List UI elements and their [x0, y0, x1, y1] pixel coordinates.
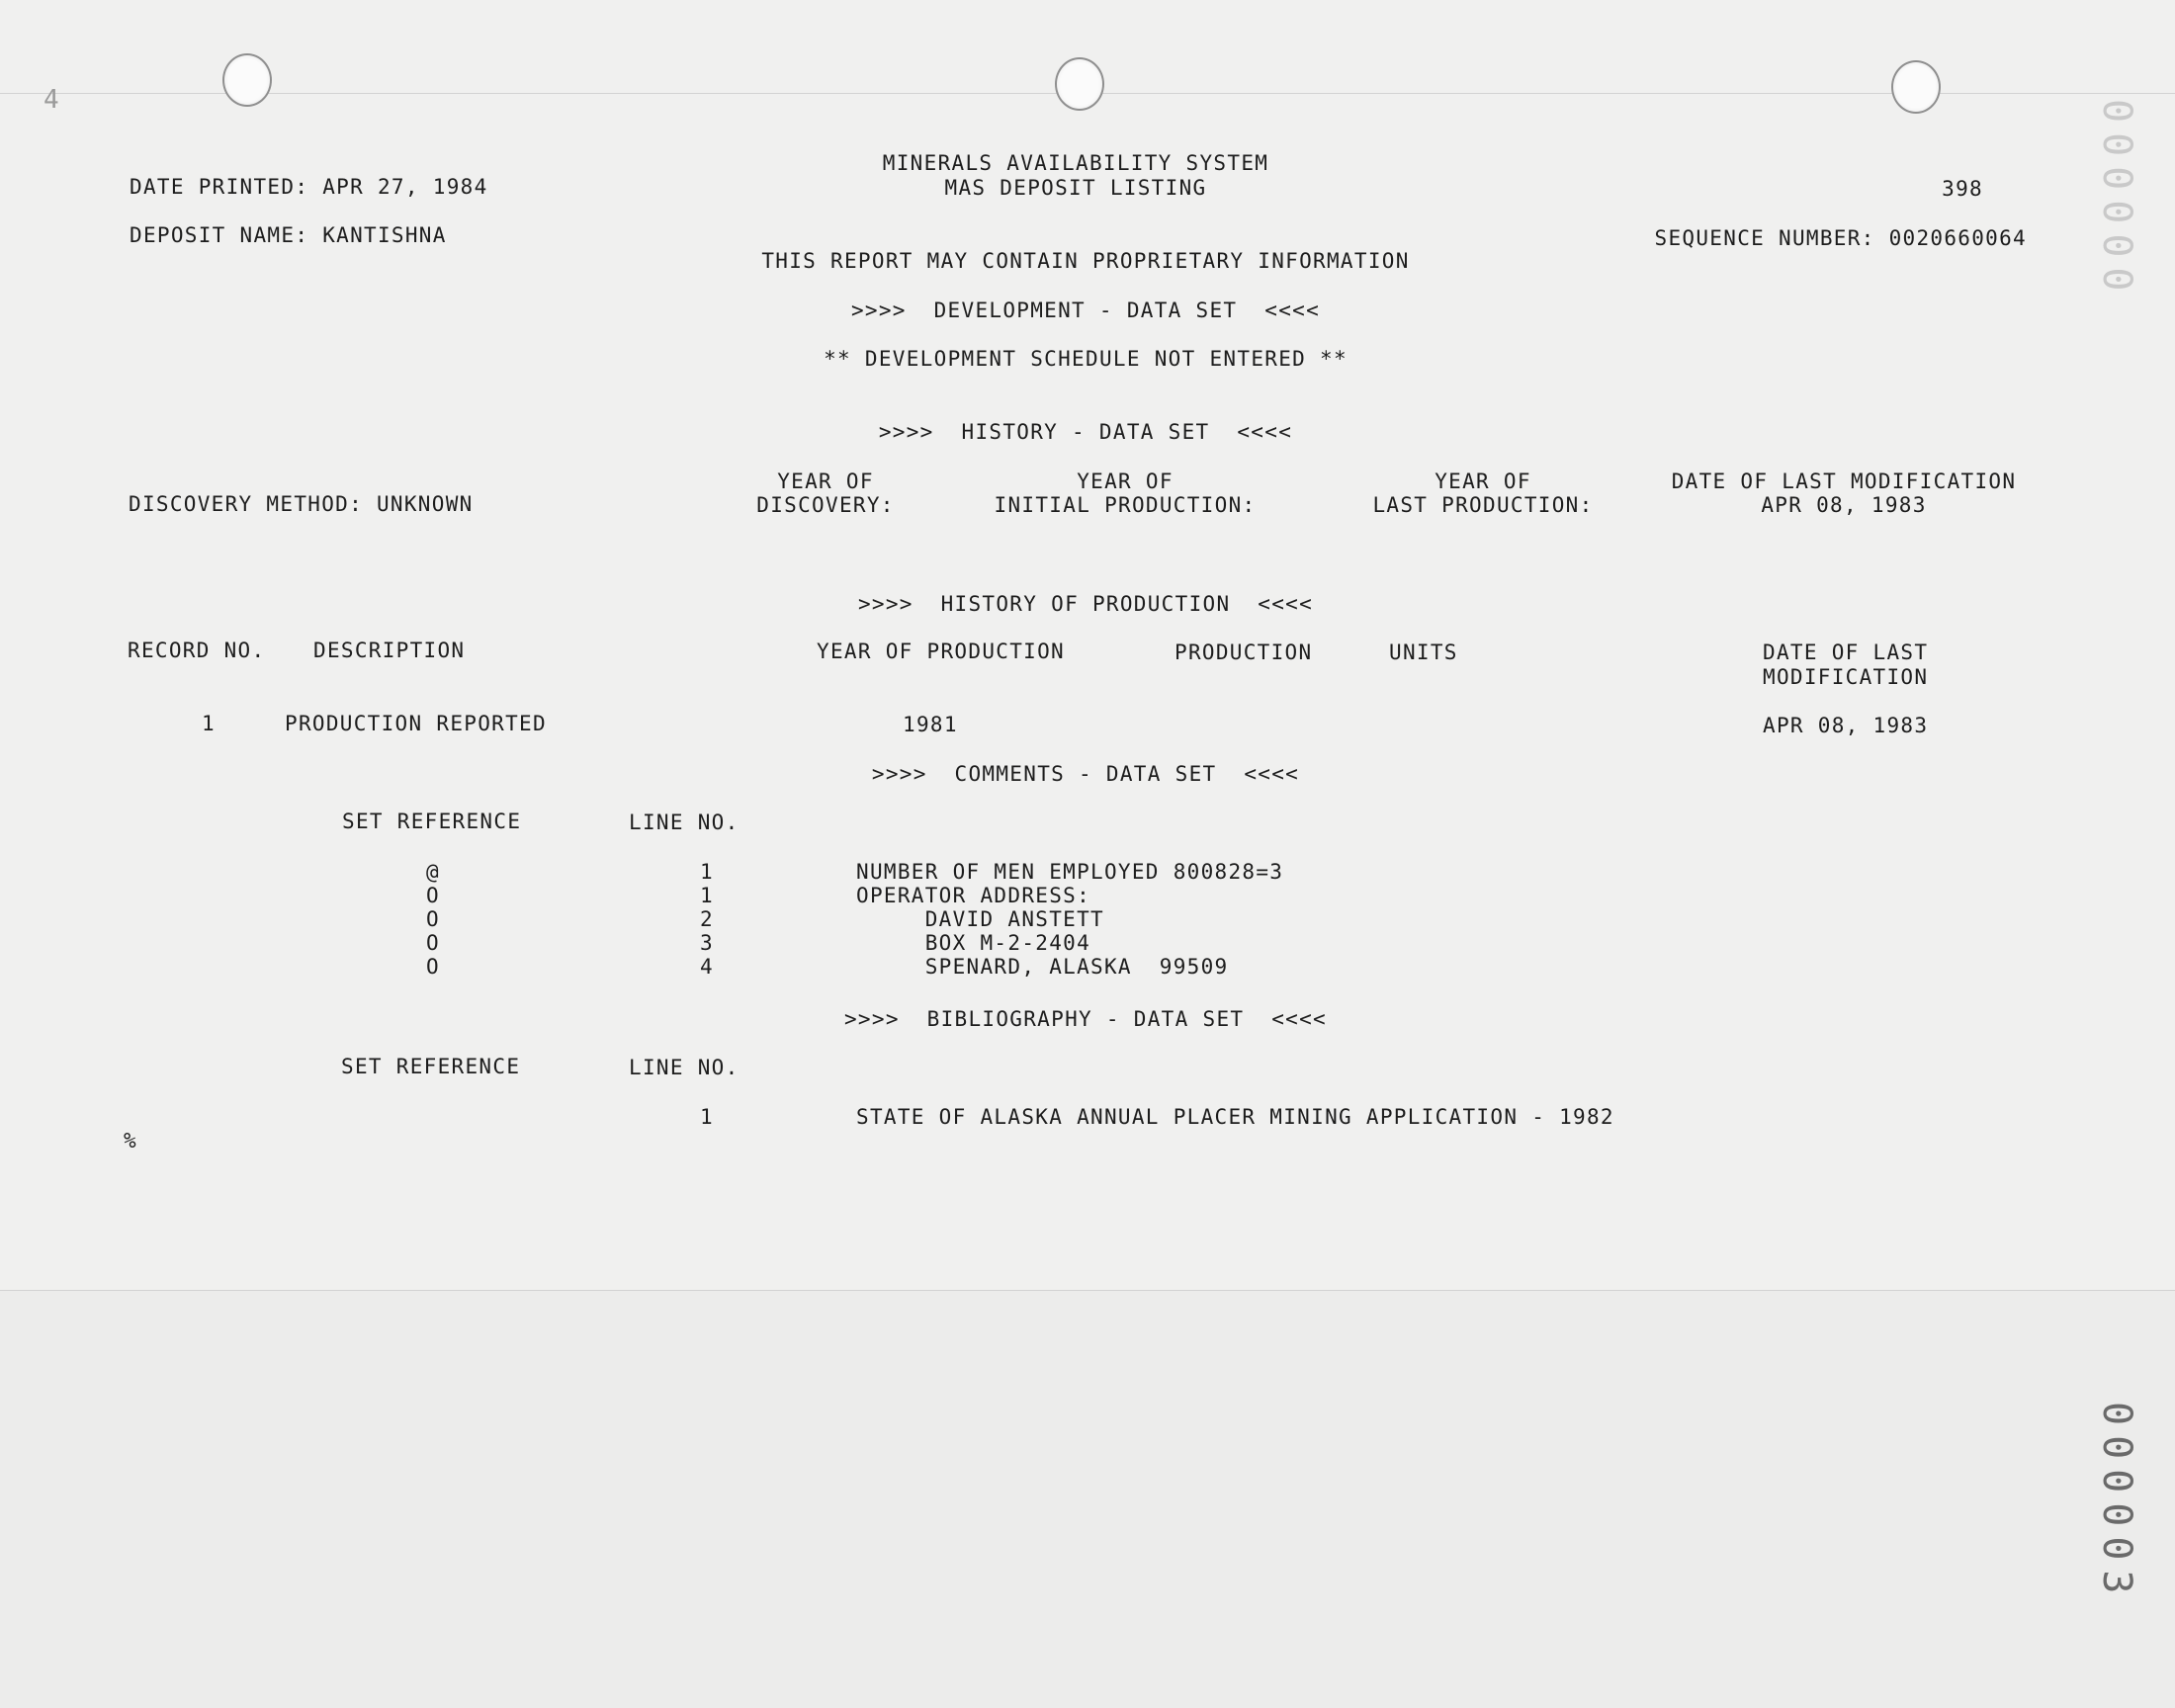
stamp-number-bottom: 000003: [2094, 1402, 2139, 1604]
initial-production-label-1: YEAR OF: [1077, 470, 1174, 493]
comment-row-text: NUMBER OF MEN EMPLOYED 800828=3: [856, 860, 1284, 884]
history-section-title: >>>> HISTORY - DATA SET <<<<: [878, 420, 1293, 444]
last-modification-label: DATE OF LAST MODIFICATION: [1671, 470, 2017, 493]
system-title: MINERALS AVAILABILITY SYSTEM: [882, 151, 1269, 175]
proprietary-notice: THIS REPORT MAY CONTAIN PROPRIETARY INFORMATION: [761, 249, 1410, 273]
page-number: 398: [1942, 177, 1983, 201]
comment-row-line: 1: [700, 860, 714, 884]
perforation-line-bottom: [0, 1290, 2175, 1291]
percent-mark: %: [124, 1129, 137, 1153]
last-production-label-1: YEAR OF: [1435, 470, 1531, 493]
col-year-of-production: YEAR OF PRODUCTION: [817, 640, 1065, 663]
initial-production-label-2: INITIAL PRODUCTION:: [994, 493, 1257, 517]
production-row-record: 1: [202, 712, 216, 735]
comment-row-line: 2: [700, 907, 714, 931]
listing-title: MAS DEPOSIT LISTING: [944, 176, 1207, 200]
handwritten-corner-mark: 4: [44, 85, 59, 115]
last-modification-value: APR 08, 1983: [1761, 493, 1927, 517]
punch-hole-right: [1891, 60, 1941, 114]
comment-row-line: 3: [700, 931, 714, 955]
comments-col-line-no: LINE NO.: [629, 811, 740, 834]
date-printed: DATE PRINTED: APR 27, 1984: [130, 175, 488, 199]
last-production-label-2: LAST PRODUCTION:: [1372, 493, 1594, 517]
comment-row-line: 4: [700, 955, 714, 979]
comment-row-set-ref: O: [426, 907, 440, 931]
comment-row-text: BOX M-2-2404: [856, 931, 1091, 955]
bibliography-col-set-reference: SET REFERENCE: [341, 1055, 521, 1078]
bibliography-col-line-no: LINE NO.: [629, 1056, 740, 1079]
deposit-name: DEPOSIT NAME: KANTISHNA: [130, 223, 447, 247]
lower-paper-region: [0, 1290, 2175, 1708]
comment-row-set-ref: O: [426, 884, 440, 907]
production-row-description: PRODUCTION REPORTED: [285, 712, 547, 735]
col-record-no: RECORD NO.: [128, 639, 266, 662]
comments-col-set-reference: SET REFERENCE: [342, 810, 522, 833]
stamp-number-top: 000000: [2094, 99, 2139, 301]
comment-row-line: 1: [700, 884, 714, 907]
col-description: DESCRIPTION: [313, 639, 466, 662]
year-of-discovery-label-2: DISCOVERY:: [756, 493, 895, 517]
production-row-date: APR 08, 1983: [1763, 714, 1929, 737]
development-section-title: >>>> DEVELOPMENT - DATA SET <<<<: [850, 299, 1321, 322]
bibliography-row-line: 1: [700, 1105, 714, 1129]
comments-section-title: >>>> COMMENTS - DATA SET <<<<: [871, 762, 1300, 786]
comment-row-set-ref: O: [426, 955, 440, 979]
development-notice: ** DEVELOPMENT SCHEDULE NOT ENTERED **: [824, 347, 1348, 371]
col-units: UNITS: [1389, 640, 1458, 664]
bibliography-section-title: >>>> BIBLIOGRAPHY - DATA SET <<<<: [843, 1007, 1327, 1031]
comment-row-text: SPENARD, ALASKA 99509: [856, 955, 1229, 979]
comment-row-set-ref: @: [426, 860, 440, 884]
punch-hole-left: [222, 53, 272, 107]
punch-hole-center: [1055, 57, 1104, 111]
production-row-year: 1981: [903, 713, 958, 736]
col-date-of-last-2: MODIFICATION: [1763, 665, 1929, 689]
comment-row-text: OPERATOR ADDRESS:: [856, 884, 1091, 907]
bibliography-row-text: STATE OF ALASKA ANNUAL PLACER MINING APPLICATION - 1982: [856, 1105, 1614, 1129]
production-section-title: >>>> HISTORY OF PRODUCTION <<<<: [857, 592, 1314, 616]
col-production: PRODUCTION: [1174, 640, 1313, 664]
col-date-of-last-1: DATE OF LAST: [1763, 640, 1929, 664]
discovery-method: DISCOVERY METHOD: UNKNOWN: [129, 492, 474, 516]
sequence-number: SEQUENCE NUMBER: 0020660064: [1654, 226, 2027, 250]
comment-row-text: DAVID ANSTETT: [856, 907, 1104, 931]
comment-row-set-ref: O: [426, 931, 440, 955]
year-of-discovery-label-1: YEAR OF: [777, 470, 874, 493]
